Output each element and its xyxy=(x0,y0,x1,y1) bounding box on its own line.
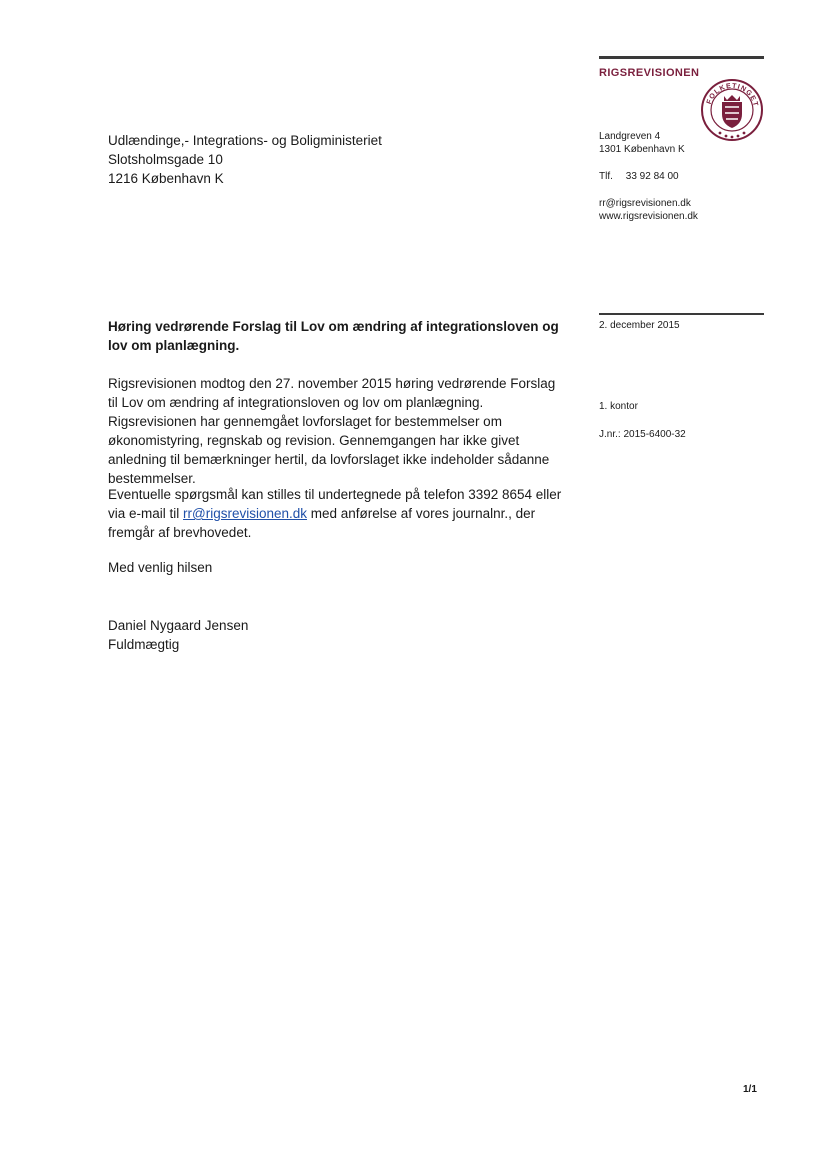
paragraph-2-text: Eventuelle spørgsmål kan stilles til undertegnede på telefon 3392 8654 eller via e-mail til xyxy=(108,487,562,521)
letter-subject: Høring vedrørende Forslag til Lov om ændring af integrationsloven og lov om planlægning. xyxy=(108,319,559,353)
phone-label: Tlf. xyxy=(599,171,613,182)
sender-website[interactable]: www.rigsrevisionen.dk xyxy=(599,211,698,222)
journal-number: J.nr.: 2015-6400-32 xyxy=(599,429,686,440)
office-name: 1. kontor xyxy=(599,401,638,412)
sidebar-rule xyxy=(599,313,764,315)
signature-block xyxy=(108,616,248,654)
sender-street: Landgreven 4 xyxy=(599,131,661,142)
recipient-line-3: 1216 København K xyxy=(108,171,224,186)
body-paragraph-2 xyxy=(108,485,563,542)
seal-text: FOLKETINGET xyxy=(705,82,759,108)
folketinget-seal-icon xyxy=(700,78,764,142)
sender-phone xyxy=(599,171,679,182)
page-number: 1/1 xyxy=(743,1084,757,1095)
letter-date: 2. december 2015 xyxy=(599,320,680,331)
paragraph-2-text-end: med anførelse af vores journalnr., der fremgår af brevhovedet. xyxy=(108,506,536,540)
closing-greeting: Med venlig hilsen xyxy=(108,560,213,575)
recipient-address xyxy=(108,131,382,188)
brand-name: RIGSREVISIONEN xyxy=(599,67,700,79)
sender-address xyxy=(599,130,685,156)
email-link[interactable]: rr@rigsrevisionen.dk xyxy=(183,506,308,521)
recipient-line-1: Udlændinge,- Integrations- og Boligministeriet xyxy=(108,133,382,148)
sender-email[interactable]: rr@rigsrevisionen.dk xyxy=(599,198,691,209)
header-rule xyxy=(599,56,764,59)
body-paragraph-1: Rigsrevisionen modtog den 27. november 2015 høring vedrørende Forslag til Lov om ændring af integrationsloven og lov om planlægning. Rigsrevisionen har gennemgået lovforslaget for bestemmelser om økonomistyring, regnskab og revision. Gennemgangen har ikke givet anledning til bemærkninger hertil, da lovforslaget ikke indeholder sådanne bestemmelser. xyxy=(108,376,556,486)
sender-postal: 1301 København K xyxy=(599,144,685,155)
signer-name: Daniel Nygaard Jensen xyxy=(108,618,249,633)
recipient-line-2: Slotsholmsgade 10 xyxy=(108,152,223,167)
sender-contact xyxy=(599,197,698,223)
phone-number: 33 92 84 00 xyxy=(625,171,679,182)
signer-title: Fuldmægtig xyxy=(108,637,180,652)
